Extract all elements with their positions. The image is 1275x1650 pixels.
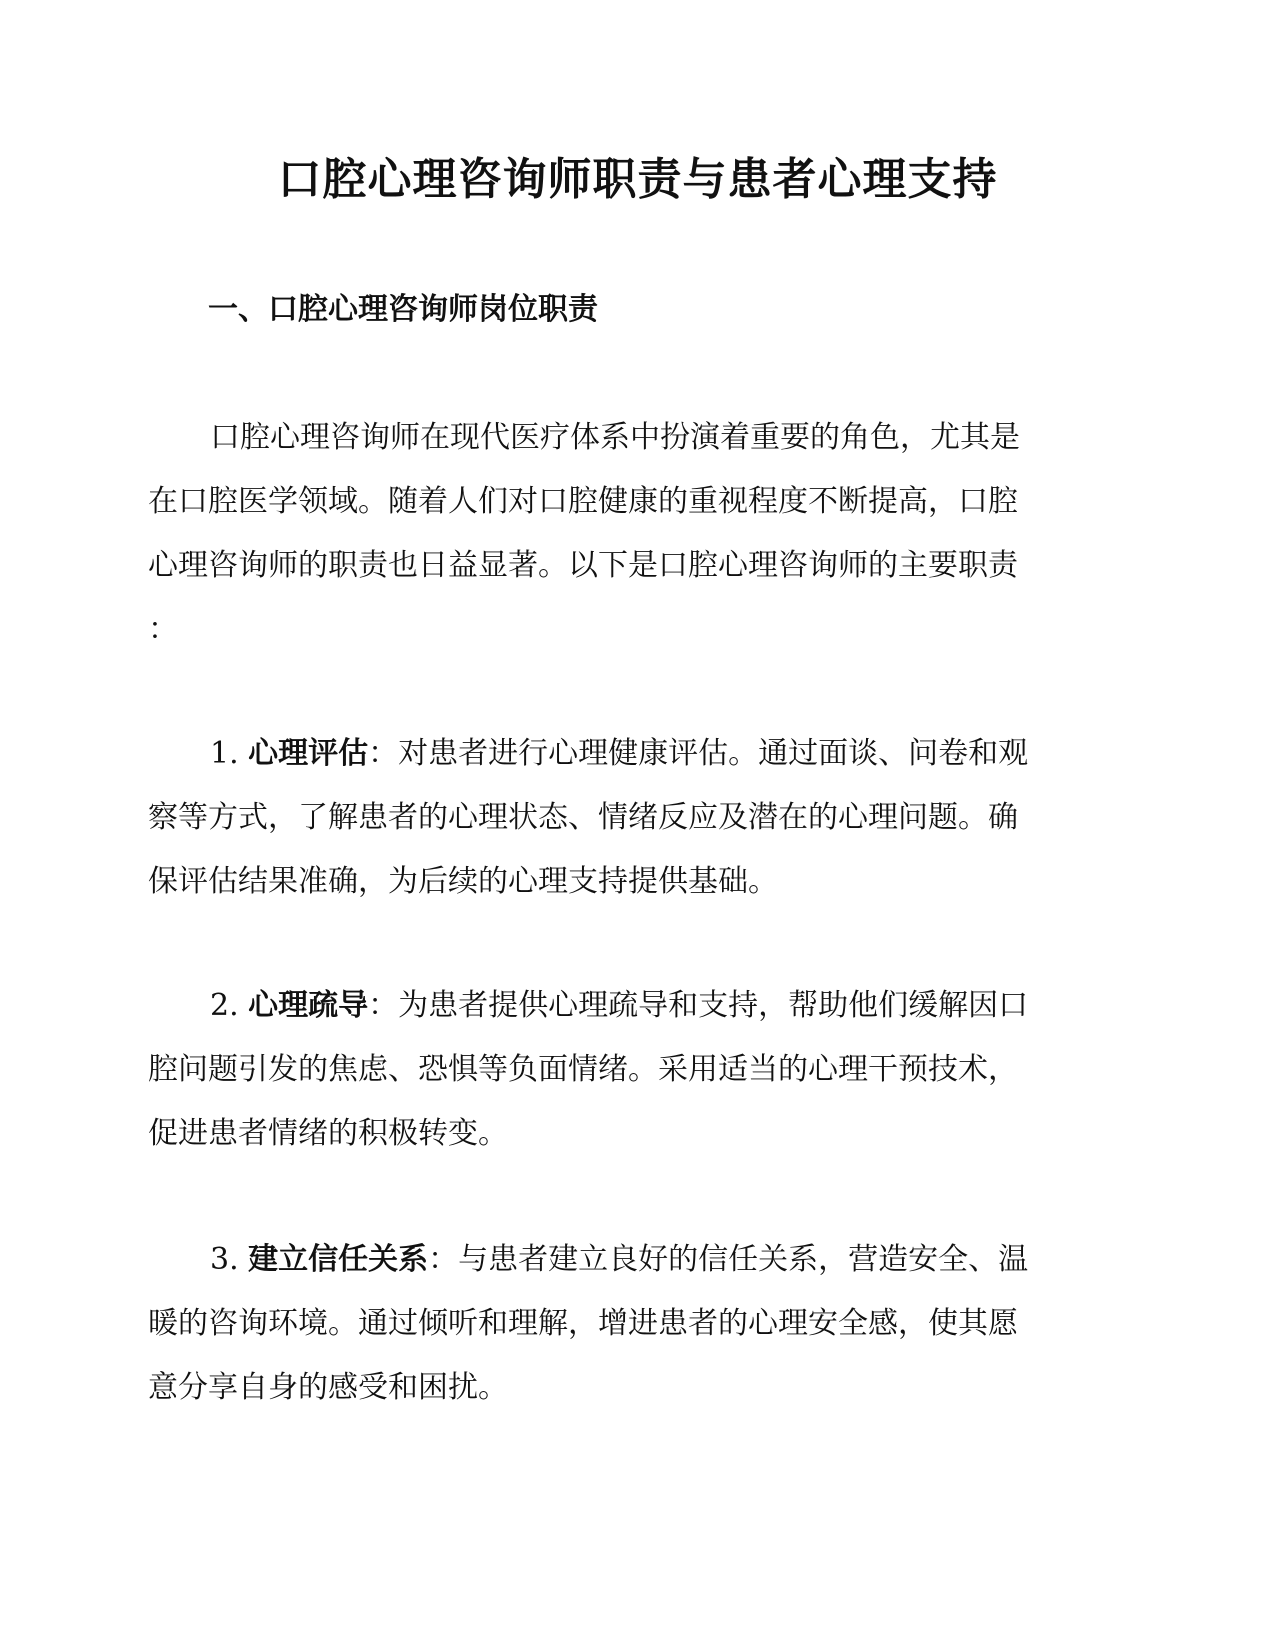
document-title: 口腔心理咨询师职责与患者心理支持 <box>277 154 998 205</box>
item-lead-text: ：对患者进行心理健康评估。通过面谈、问卷和观 <box>368 736 1029 771</box>
paragraph-line: 口腔心理咨询师在现代医疗体系中扮演着重要的角色，尤其是 <box>210 420 1020 455</box>
paragraph-line: 保评估结果准确，为后续的心理支持提供基础。 <box>148 864 778 899</box>
paragraph-line: 心理咨询师的职责也日益显著。以下是口腔心理咨询师的主要职责 <box>148 548 1018 583</box>
duty-item-2 <box>148 974 1068 1166</box>
item-lead-text: ：为患者提供心理疏导和支持，帮助他们缓解因口 <box>368 988 1029 1023</box>
paragraph-line <box>148 974 1068 1038</box>
item-number: 3. <box>210 1242 249 1277</box>
item-label: 建立信任关系 <box>248 1242 429 1277</box>
item-number: 1. <box>210 736 249 771</box>
paragraph-line <box>148 1228 1068 1292</box>
paragraph-line: 在口腔医学领域。随着人们对口腔健康的重视程度不断提高，口腔 <box>148 484 1018 519</box>
paragraph-line: 腔问题引发的焦虑、恐惧等负面情绪。采用适当的心理干预技术， <box>148 1052 1018 1087</box>
paragraph-line: 察等方式，了解患者的心理状态、情绪反应及潜在的心理问题。确 <box>148 800 1018 835</box>
item-label: 心理疏导 <box>248 988 369 1023</box>
duty-item-3 <box>148 1228 1068 1420</box>
item-number: 2. <box>210 988 249 1023</box>
intro-paragraph <box>148 406 1068 662</box>
duty-item-1 <box>148 722 1068 914</box>
paragraph-line: 促进患者情绪的积极转变。 <box>148 1116 508 1151</box>
item-lead-text: ：与患者建立良好的信任关系，营造安全、温 <box>428 1242 1029 1277</box>
item-label: 心理评估 <box>248 736 369 771</box>
paragraph-line <box>148 722 1068 786</box>
paragraph-line: ： <box>148 612 178 647</box>
paragraph-line: 暖的咨询环境。通过倾听和理解，增进患者的心理安全感，使其愿 <box>148 1306 1018 1341</box>
paragraph-line: 意分享自身的感受和困扰。 <box>148 1370 508 1405</box>
section-heading: 一、口腔心理咨询师岗位职责 <box>208 292 598 327</box>
